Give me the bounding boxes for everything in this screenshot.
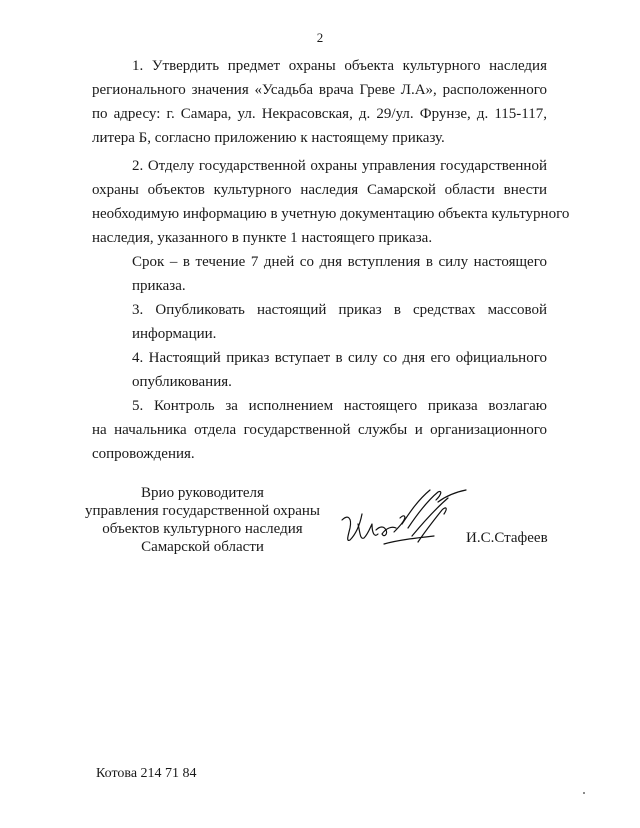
text-line: информации. <box>132 326 217 342</box>
text-line: литера Б, согласно приложению к настоящему приказу. <box>92 130 445 146</box>
handwritten-signature <box>338 484 470 562</box>
text-line: 2. Отделу государственной охраны управления государственной <box>132 158 547 174</box>
text-line: 3. Опубликовать настоящий приказ в средствах массовой <box>132 302 547 318</box>
text-line: сопровождения. <box>92 446 195 462</box>
executor-contact: Котова 214 71 84 <box>96 766 197 781</box>
text-line: регионального значения «Усадьба врача Греве Л.А», расположенного <box>92 82 547 98</box>
signature-title-block <box>85 484 320 556</box>
text-line: Срок – в течение 7 дней со дня вступления в силу настоящего <box>132 254 547 270</box>
scan-speck <box>583 792 585 794</box>
signer-position-line: Врио руководителя <box>141 485 264 501</box>
signer-position-line: управления государственной охраны <box>85 503 320 519</box>
text-line: охраны объектов культурного наследия Самарской области внести <box>92 182 547 198</box>
text-line: приказа. <box>132 278 186 294</box>
text-line: наследия, указанного в пункте 1 настоящего приказа. <box>92 230 433 246</box>
text-line: 4. Настоящий приказ вступает в силу со дня его официального <box>132 350 547 366</box>
text-line: 1. Утвердить предмет охраны объекта культурного наследия <box>132 58 547 74</box>
signer-position-line: Самарской области <box>141 539 264 555</box>
signer-name: И.С.Стафеев <box>466 530 548 546</box>
text-line: опубликования. <box>132 374 232 390</box>
page-number: 2 <box>316 30 324 45</box>
signer-position-line: объектов культурного наследия <box>102 521 303 537</box>
text-line: на начальника отдела государственной службы и организационного <box>92 422 547 438</box>
text-line: необходимую информацию в учетную документацию объекта культурного <box>92 206 570 222</box>
text-line: 5. Контроль за исполнением настоящего приказа возлагаю <box>132 398 547 414</box>
text-line: по адресу: г. Самара, ул. Некрасовская, д. 29/ул. Фрунзе, д. 115-117, <box>92 106 547 122</box>
